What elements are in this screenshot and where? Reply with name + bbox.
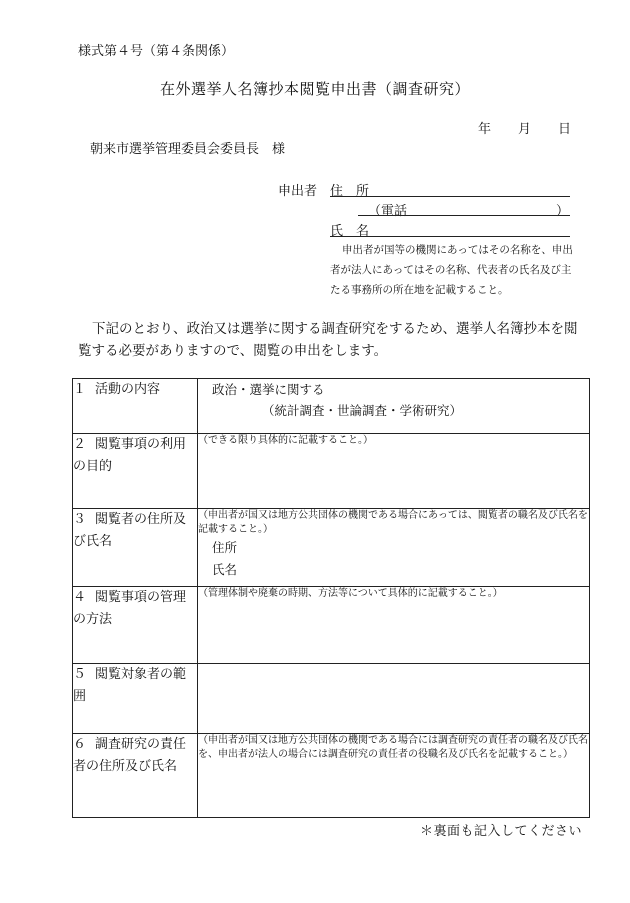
row-label: 活動の内容 (95, 382, 161, 397)
viewer-name-label: 氏名 (212, 562, 238, 577)
row-label-cell (73, 434, 198, 509)
table-row (73, 509, 590, 587)
phone-close-paren: ） (556, 204, 570, 219)
row-number: ６ (73, 737, 87, 752)
activity-content-cell[interactable] (198, 379, 590, 434)
phone-label: （電話 (368, 204, 408, 219)
row-label: 閲覧対象者の範囲 (73, 667, 187, 704)
row-number: １ (73, 382, 87, 397)
row-label: 調査研究の責任者の住所及び氏名 (73, 737, 187, 774)
purpose-hint: （できる限り具体的に記載すること。） (198, 435, 373, 446)
address-field-line[interactable] (330, 196, 570, 197)
date-year-label: 年 (478, 122, 492, 137)
addressee: 朝来市選挙管理委員会委員長 様 (90, 142, 286, 157)
row-label-cell (73, 734, 198, 818)
address-label: 住 所 (330, 184, 370, 199)
table-row (73, 379, 590, 434)
table-row (73, 734, 590, 818)
row-label-cell (73, 509, 198, 587)
body-text: 下記のとおり、政治又は選挙に関する調査研究をするため、選挙人名簿抄本を閲覧する必要がありますので、閲覧の申出をします。 (78, 321, 578, 359)
row-label-cell (73, 587, 198, 664)
applicant-note: 申出者が国等の機関にあってはその名称を、申出者が法人にあってはその名称、代表者の氏名及び主たる事務所の所在地を記載すること。 (330, 244, 573, 296)
purpose-input-cell[interactable] (198, 434, 590, 509)
row-label: 閲覧事項の管理の方法 (73, 590, 187, 627)
name-label: 氏 名 (330, 224, 370, 239)
date-day-label: 日 (558, 122, 572, 137)
row-number: ３ (73, 512, 87, 527)
application-table (72, 378, 590, 818)
row-label-cell (73, 664, 198, 734)
phone-field-line[interactable] (358, 215, 570, 216)
management-input-cell[interactable] (198, 587, 590, 664)
responsible-hint: （申出者が国又は地方公共団体の機関である場合には調査研究の責任者の職名及び氏名を、申出者が法人の場合には調査研究の責任者の役職名及び氏名を記載すること。） (198, 735, 588, 760)
row-label-cell (73, 379, 198, 434)
date-month-label: 月 (518, 122, 532, 137)
viewer-hint: （申出者が国又は地方公共団体の機関である場合にあっては、閲覧者の職名及び氏名を記載すること。） (198, 510, 588, 535)
viewer-address-label: 住所 (212, 540, 238, 555)
viewer-info-cell[interactable] (198, 509, 590, 587)
row-number: ５ (73, 667, 87, 682)
table-row (73, 587, 590, 664)
responsible-person-cell[interactable] (198, 734, 590, 818)
row-number: ４ (73, 590, 87, 605)
activity-line-2: （統計調査・世論調査・学術研究） (262, 403, 463, 418)
applicant-label: 申出者 (278, 184, 318, 199)
page-title: 在外選挙人名簿抄本閲覧申出書（調査研究） (159, 80, 470, 98)
footer-note: ＊裏面も記入してください (420, 824, 583, 839)
table-row (73, 664, 590, 734)
form-number: 様式第４号（第４条関係） (78, 44, 235, 59)
table-row (73, 434, 590, 509)
row-number: ２ (73, 437, 87, 452)
name-field-line[interactable] (330, 236, 570, 237)
row-label: 閲覧者の住所及び氏名 (73, 512, 187, 549)
row-label: 閲覧事項の利用の目的 (73, 437, 187, 474)
management-hint: （管理体制や廃棄の時期、方法等について具体的に記載すること。） (198, 588, 503, 599)
scope-input-cell[interactable] (198, 664, 590, 734)
activity-line-1: 政治・選挙に関する (212, 382, 325, 397)
